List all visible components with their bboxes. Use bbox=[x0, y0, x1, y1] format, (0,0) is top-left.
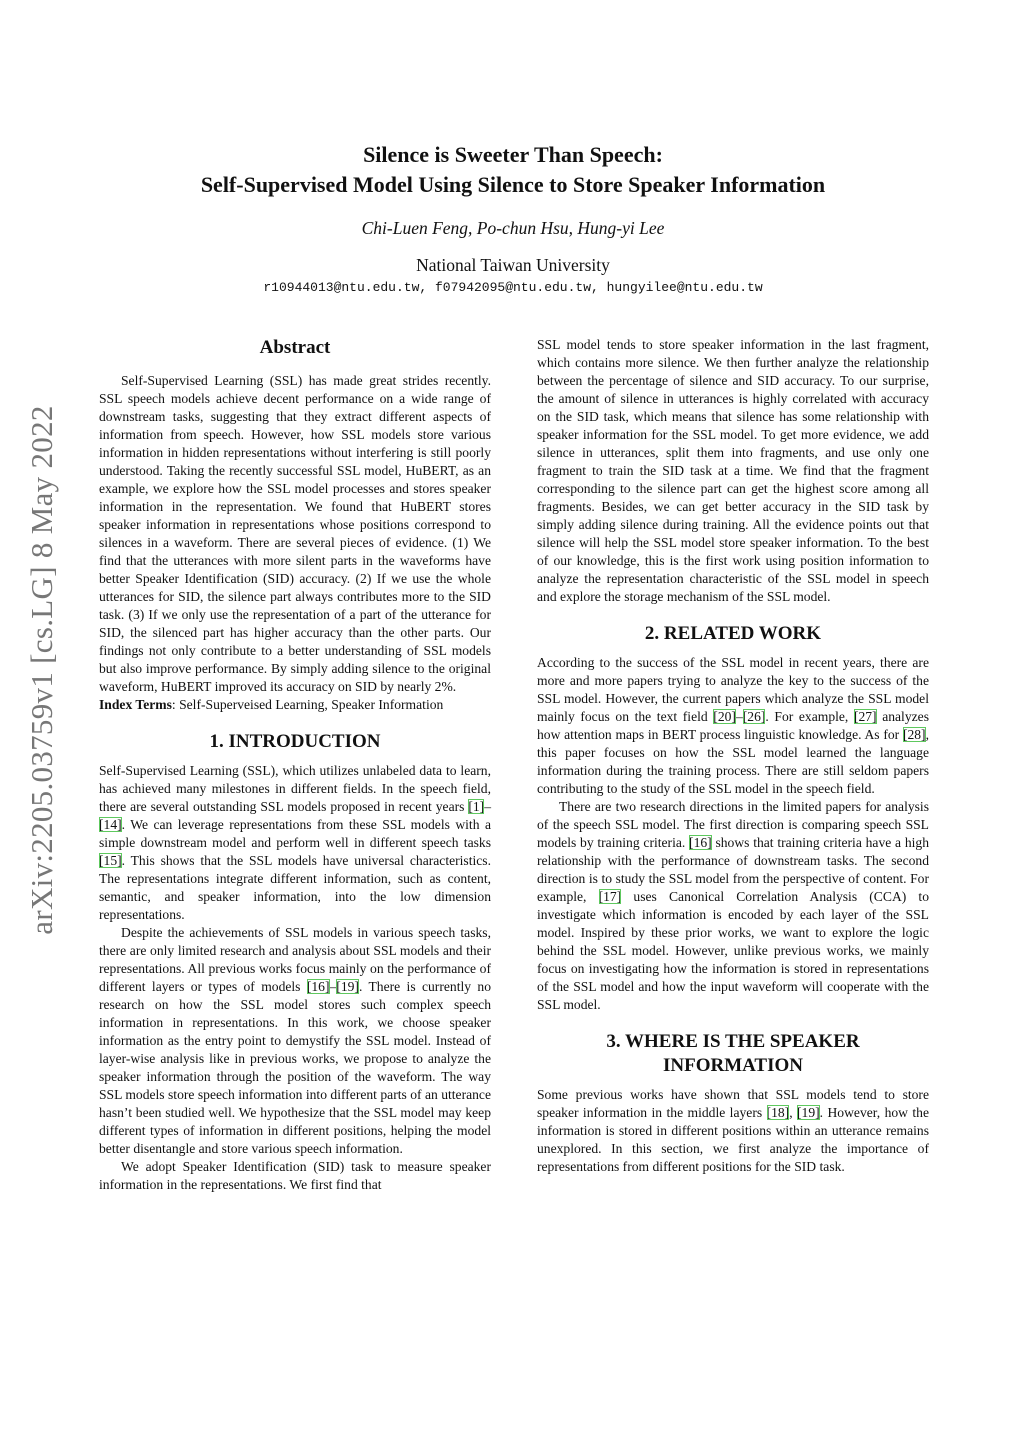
paper-header bbox=[100, 140, 926, 295]
abstract-heading: Abstract bbox=[259, 337, 331, 358]
text-run: – bbox=[735, 709, 743, 724]
text-run: Some previous works have shown that SSL models tend to store speaker information in the middle layers bbox=[537, 1087, 929, 1120]
right-column bbox=[537, 336, 929, 1176]
author-emails: r10944013@ntu.edu.tw, f07942095@ntu.edu.tw, hungyilee@ntu.edu.tw bbox=[263, 280, 763, 295]
text-run: Despite the achievements of SSL models in various speech tasks, there are only limited research and analysis about SSL models and their representations. All previous works focus mainly on the performance of different layers or types of models bbox=[99, 925, 491, 994]
citation-link[interactable]: [18] bbox=[766, 1105, 790, 1120]
section-3-heading-line-1: 3. WHERE IS THE SPEAKER bbox=[606, 1031, 860, 1052]
text-run: , this paper focuses on how the SSL model learned the language information during the training process. There are still seldom papers contributing to the study of the SSL model in the speech field. bbox=[537, 727, 929, 796]
paper-title bbox=[100, 140, 926, 200]
text-run: . There is currently no research on how the SSL model stores such complex speech information in representations. In this work, we choose speaker information as the entry point to demystify the SSL model. Instead of layer-wise analysis like in previous works, we propose to analyze the speaker information through the position of the waveform. The way SSL models store speech information into different parts of an utterance hasn’t been studied well. We hypothesize that the SSL model may keep different types of information in different positions, helping the model better disentangle and store various speech information. bbox=[99, 979, 492, 1156]
text-run: . We can leverage representations from these SSL models with a simple downstream model and perform well in different speech tasks bbox=[99, 817, 491, 850]
authors: Chi-Luen Feng, Po-chun Hsu, Hung-yi Lee bbox=[361, 218, 665, 238]
citation-link[interactable]: [17] bbox=[598, 889, 622, 904]
text-run: – bbox=[484, 799, 491, 814]
intro-paragraph-1 bbox=[99, 762, 491, 924]
citation-link[interactable]: [16] bbox=[306, 979, 330, 994]
text-run: . However, how the information is stored in different positions within an utterance remains unexplored. In this section, we first analyze the importance of representations from different positions for the SID task. bbox=[537, 1105, 929, 1174]
section-2-heading: 2. RELATED WORK bbox=[644, 623, 822, 644]
title-line-1: Silence is Sweeter Than Speech: bbox=[363, 142, 663, 167]
section-1-heading: 1. INTRODUCTION bbox=[209, 731, 381, 752]
text-run: analyzes how attention maps in BERT process linguistic knowledge. As for bbox=[537, 709, 929, 742]
citation-link[interactable]: [26] bbox=[742, 709, 766, 724]
text-run: shows that training criteria have a high relationship with the performance of downstream tasks. The second direction is to study the SSL model from the perspective of content. For example, bbox=[537, 835, 929, 904]
citation-link[interactable]: [16] bbox=[689, 835, 712, 850]
citation-link[interactable]: [1] bbox=[468, 799, 485, 814]
arxiv-identifier-sidebar bbox=[12, 240, 72, 1100]
text-run: , bbox=[789, 1105, 798, 1120]
section-3-heading bbox=[537, 1030, 929, 1078]
text-run: Self-Supervised Learning (SSL), which utilizes unlabeled data to learn, has achieved many milestones in different fields. In the speech field, there are several outstanding SSL models proposed in recent years bbox=[99, 763, 491, 814]
citation-link[interactable]: [20] bbox=[713, 709, 736, 724]
text-run: There are two research directions in the limited papers for analysis of the speech SSL model. The first direction is comparing speech SSL models by training criteria. bbox=[537, 799, 929, 850]
citation-link[interactable]: [19] bbox=[336, 979, 359, 994]
citation-link[interactable]: [14] bbox=[99, 817, 122, 832]
text-run: . This shows that the SSL models have universal characteristics. The representations integrate different information, such as content, semantic, and speaker information, into the low dimension representations. bbox=[99, 853, 491, 922]
section-3-heading-line-2: INFORMATION bbox=[662, 1055, 804, 1076]
text-run: According to the success of the SSL model in recent years, there are more and more papers trying to analyze the key to the success of the SSL model. However, the current papers which analyze the SSL model mainly focus on the text field bbox=[537, 655, 929, 724]
title-line-2: Self-Supervised Model Using Silence to Store Speaker Information bbox=[200, 172, 826, 197]
text-run: – bbox=[329, 979, 337, 994]
index-terms-value: : Self-Superveised Learning, Speaker Information bbox=[171, 697, 444, 712]
related-paragraph-2 bbox=[537, 798, 929, 1014]
intro-paragraph-2 bbox=[99, 924, 491, 1158]
text-run: . For example, bbox=[765, 709, 854, 724]
left-column bbox=[99, 336, 491, 1194]
citation-link[interactable]: [19] bbox=[797, 1105, 820, 1120]
affiliation: National Taiwan University bbox=[416, 255, 610, 275]
citation-link[interactable]: [27] bbox=[853, 709, 877, 724]
arxiv-identifier: arXiv:2205.03759v1 [cs.LG] 8 May 2022 bbox=[24, 405, 59, 935]
text-run: uses Canonical Correlation Analysis (CCA) to investigate which information is encoded by each layer of the SSL model. Inspired by these prior works, we want to explore the logic behind the SSL model. However, unlike previous works, we mainly focus on investigating how the information is stored in representations of the SSL model and how the input waveform will cooperate with the SSL model. bbox=[537, 889, 930, 1012]
intro-paragraph-3: We adopt Speaker Identification (SID) task to measure speaker information in the representations. We first find that bbox=[99, 1159, 491, 1192]
abstract-text: Self-Supervised Learning (SSL) has made great strides recently. SSL speech models achieve decent performance on a wide range of downstream tasks, suggesting that they extract different aspects of information from speech. However, how SSL models store various information in hidden representations without interfering is still poorly understood. Taking the recently successful SSL model, HuBERT, as an example, we explore how the SSL model processes and stores speaker information in the representation. We found that HuBERT stores speaker information in representations whose positions correspond to silences in a waveform. There are several pieces of evidence. (1) We find that the utterances with more silent parts in the waveforms have better Speaker Identification (SID) accuracy. (2) If we use the whole utterances for SID, the silence part always contributes more to the SID task. (3) If we only use the representation of a part of the utterance for SID, the silenced part has higher accuracy than the other parts. Our findings not only contribute to a better understanding of SSL models but also improve performance. By simply adding silence to the original waveform, HuBERT improved its accuracy on SID by nearly 2%. bbox=[99, 373, 491, 694]
intro-paragraph-3-continued: SSL model tends to store speaker information in the last fragment, which contains more silence. We then further analyze the relationship between the percentage of silence and SID accuracy. To our surprise, the amount of silence in utterances is highly correlated with accuracy on the SID task, which means that silence has some relationship with speaker information for the SSL model. To get more evidence, we add silence in utterances, split them into fragments, and use only one fragment to train the SID task at a time. We find that the fragment corresponding to the silence part can get the highest score among all fragments. Besides, we can get better accuracy in the SID task by simply adding silence during training. All the evidence points out that silence will help the SSL model store speaker information. To the best of our knowledge, this is the first work using position information to analyze the representation characteristic of the SSL model in speech and explore the storage mechanism of the SSL model. bbox=[537, 337, 929, 604]
citation-link[interactable]: [28] bbox=[902, 727, 926, 742]
index-terms bbox=[99, 696, 491, 714]
related-paragraph-1 bbox=[537, 654, 929, 798]
index-terms-label: Index Terms bbox=[99, 697, 172, 712]
section-3-paragraph-1 bbox=[537, 1086, 929, 1176]
citation-link[interactable]: [15] bbox=[99, 853, 122, 868]
